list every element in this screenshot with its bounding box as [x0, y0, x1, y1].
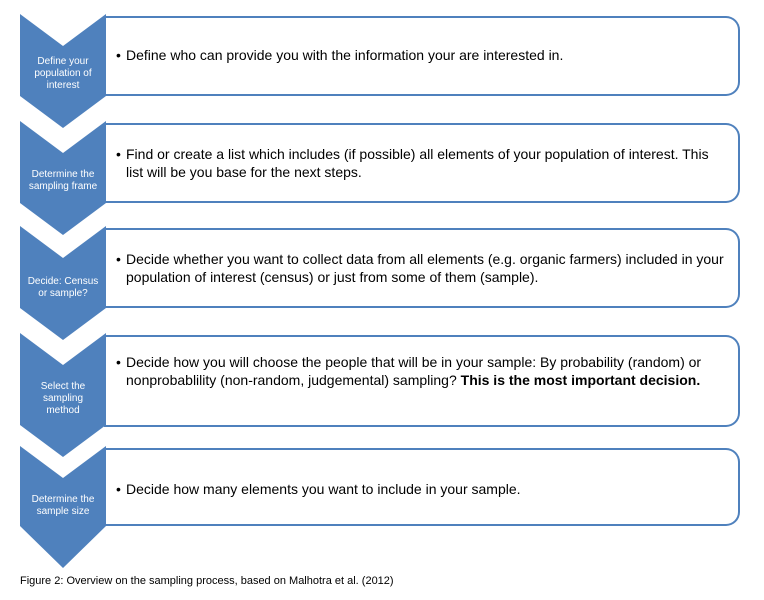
- step-label: Select the sampling method: [40, 381, 86, 416]
- step-description-text: Define who can provide you with the information your are interested in.: [126, 47, 564, 63]
- step-description-box: [104, 123, 740, 203]
- chevron-census-or-sample: [20, 226, 106, 340]
- bullet-icon: •: [116, 251, 121, 267]
- step-description-box: [104, 16, 740, 96]
- step-description: [116, 250, 724, 286]
- bullet-icon: •: [116, 481, 121, 497]
- step-description-box: [104, 448, 740, 526]
- step-label: Decide: Census or sample?: [27, 276, 99, 299]
- chevron-define-population: [20, 14, 106, 128]
- figure-caption: Figure 2: Overview on the sampling process, based on Malhotra et al. (2012): [20, 575, 394, 587]
- bullet-icon: •: [116, 47, 121, 63]
- chevron-sampling-method: [20, 333, 106, 457]
- chevron-sample-size: [20, 446, 106, 568]
- step-description-box: [104, 335, 740, 427]
- step-description-box: [104, 228, 740, 308]
- step-description-emphasis: This is the most important decision.: [460, 372, 701, 388]
- step-label: Determine the sampling frame: [28, 169, 98, 192]
- step-description: [116, 480, 724, 498]
- step-description: [116, 46, 724, 64]
- step-description-text: Find or create a list which includes (if possible) all elements of your population of interest. This list will be you base for the next steps.: [126, 146, 709, 180]
- step-label: Determine the sample size: [31, 494, 95, 517]
- step-description: [116, 145, 724, 181]
- step-description-text: Decide how you will choose the people that will be in your sample: By probability (random) or nonprobablility (non-random, judgemental) sampling?: [126, 354, 702, 388]
- step-description: [116, 353, 724, 389]
- chevron-sampling-frame: [20, 121, 106, 235]
- step-description-text: Decide whether you want to collect data from all elements (e.g. organic farmers) included in your population of interest (census) or just from some of them (sample).: [126, 251, 724, 285]
- step-description-text: Decide how many elements you want to include in your sample.: [126, 481, 521, 497]
- bullet-icon: •: [116, 146, 121, 162]
- bullet-icon: •: [116, 354, 121, 370]
- step-label: Define your population of interest: [34, 56, 92, 91]
